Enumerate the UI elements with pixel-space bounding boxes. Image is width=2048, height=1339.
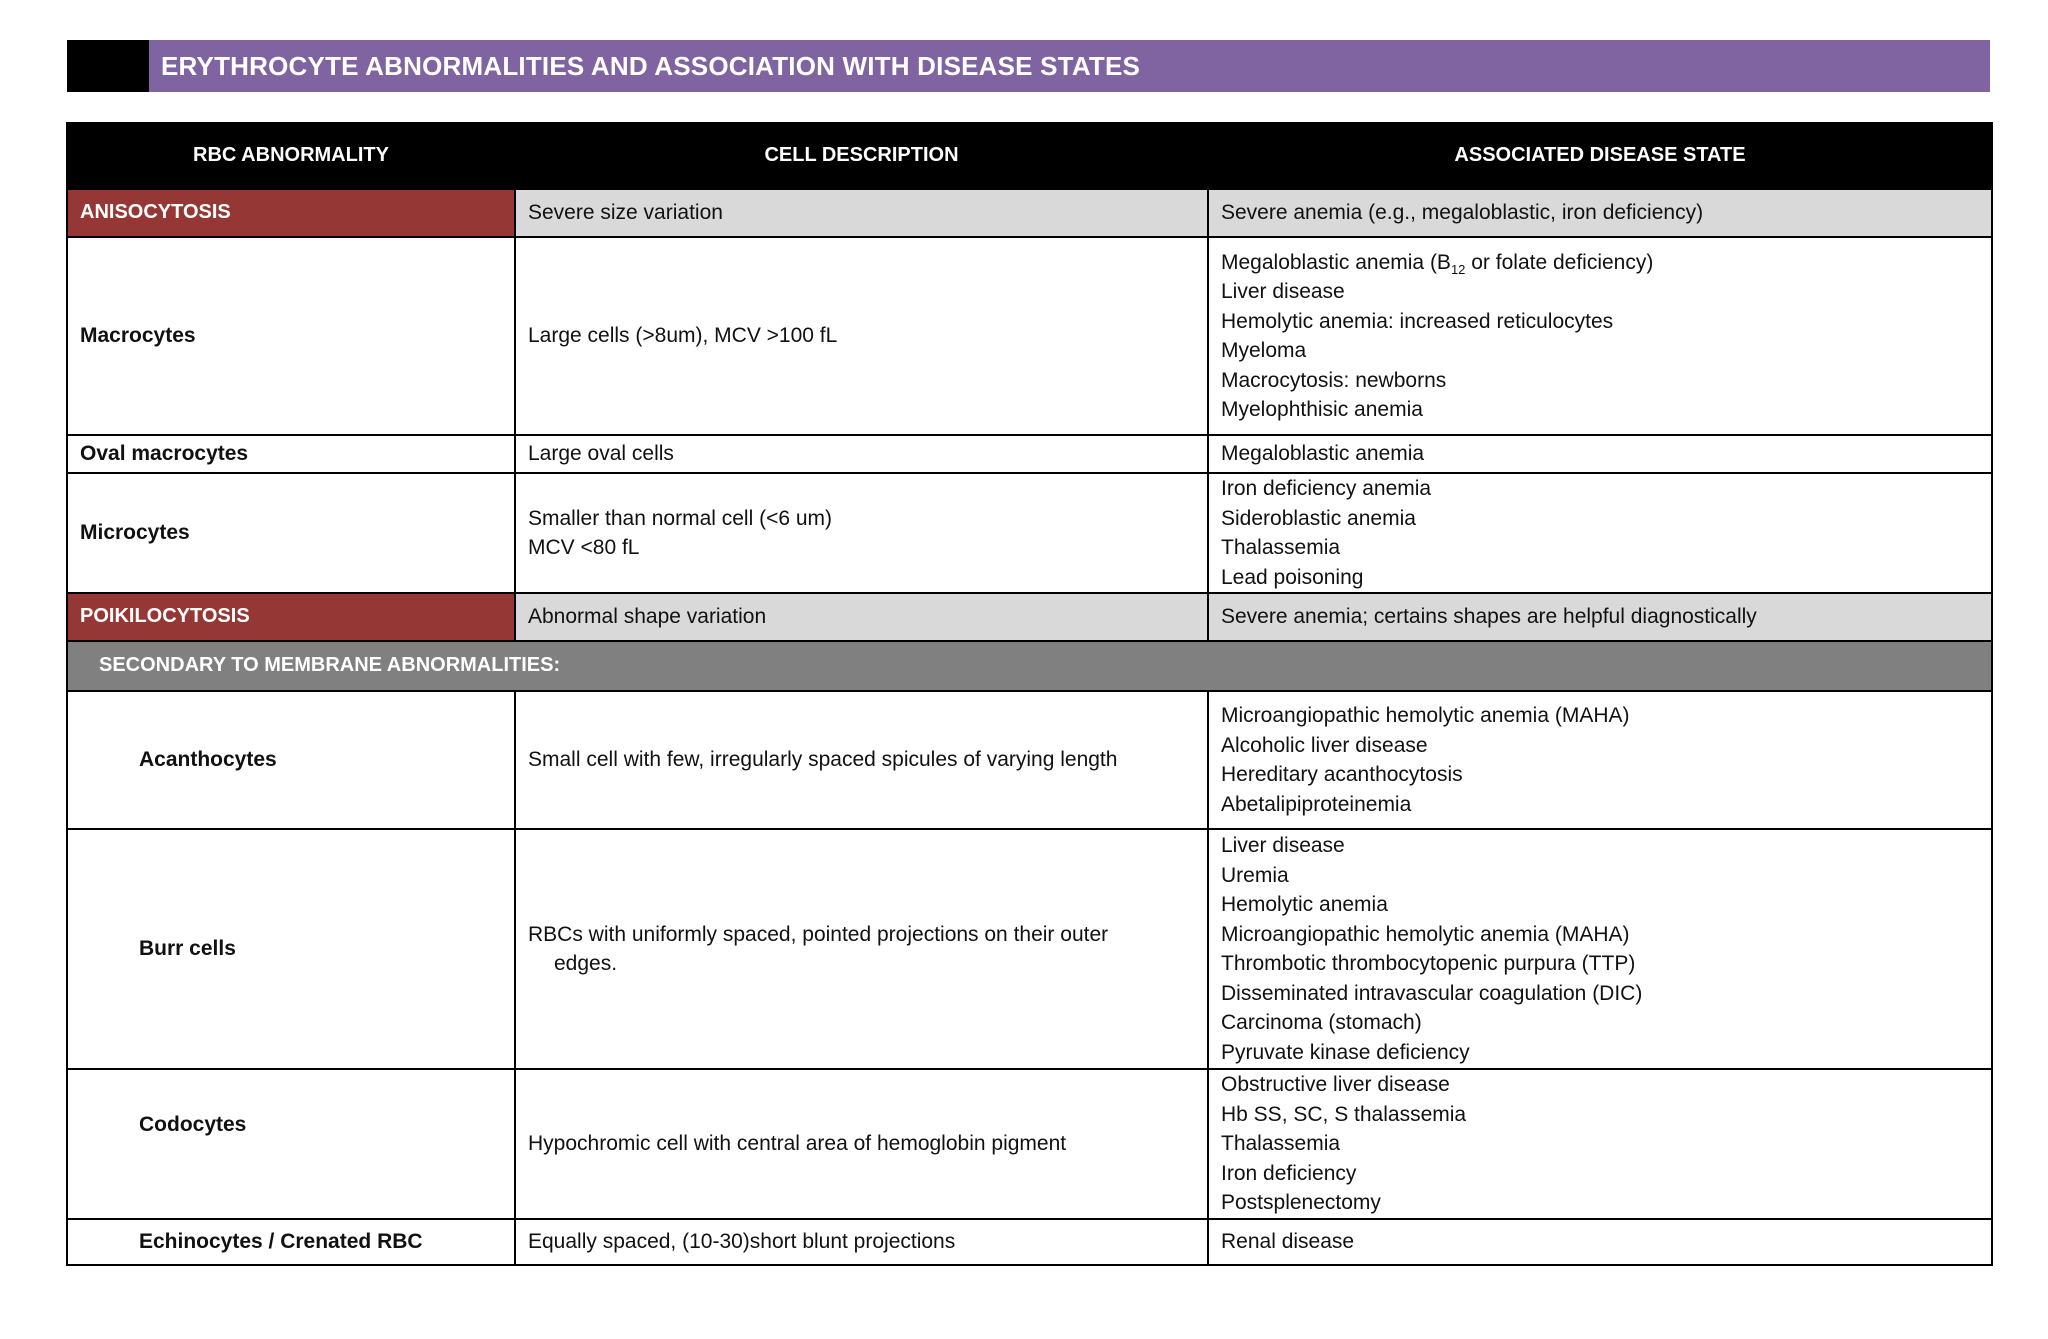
disease-item: Lead poisoning — [1221, 565, 1364, 589]
disease-item: Disseminated intravascular coagulation (DIC) — [1221, 981, 1643, 1005]
disease-item: Macrocytosis: newborns — [1221, 368, 1447, 392]
disease-item: Hb SS, SC, S thalassemia — [1221, 1102, 1467, 1126]
disease-item: Uremia — [1221, 863, 1289, 887]
cell-description: Hypochromic cell with central area of hemoglobin pigment — [515, 1069, 1208, 1219]
disease-state-list — [1208, 1069, 1992, 1219]
page-title: ERYTHROCYTE ABNORMALITIES AND ASSOCIATION WITH DISEASE STATES — [149, 40, 1990, 92]
disease-state-list — [1208, 691, 1992, 829]
table-row-echinocytes — [67, 1219, 1992, 1265]
header-associated-disease-state: ASSOCIATED DISEASE STATE — [1208, 123, 1992, 189]
title-black-block — [67, 40, 149, 92]
disease-item: Carcinoma (stomach) — [1221, 1011, 1422, 1034]
cell-description: Severe size variation — [515, 189, 1208, 237]
table-row-microcytes — [67, 473, 1992, 593]
table-row-membrane-heading — [67, 641, 1992, 691]
cell-description: Abnormal shape variation — [515, 593, 1208, 641]
abnormality-name: Echinocytes / Crenated RBC — [67, 1219, 515, 1265]
table-row-anisocytosis — [67, 189, 1992, 237]
disease-item: Alcoholic liver disease — [1221, 733, 1428, 757]
table-row-macrocytes — [67, 237, 1992, 435]
disease-item: Microangiopathic hemolytic anemia (MAHA) — [1221, 704, 1630, 727]
table-header-row — [67, 123, 1992, 189]
disease-item: Pyruvate kinase deficiency — [1221, 1040, 1470, 1064]
disease-state-list — [1208, 237, 1992, 435]
header-cell-description: CELL DESCRIPTION — [515, 123, 1208, 189]
abnormality-name: Microcytes — [67, 473, 515, 593]
disease-item: Megaloblastic anemia ($B_{12}$ or folate deficiency) — [1221, 250, 1654, 277]
disease-item: Thrombotic thrombocytopenic purpura (TTP) — [1221, 952, 1636, 975]
disease-item: Hereditary acanthocytosis — [1221, 763, 1463, 786]
table-row-burr-cells — [67, 829, 1992, 1069]
cell-description: Large oval cells — [515, 435, 1208, 473]
cell-description: Smaller than normal cell (<6 um) MCV <80 fL — [515, 473, 1208, 593]
table-row-oval-macrocytes — [67, 435, 1992, 473]
table-row-poikilocytosis — [67, 593, 1992, 641]
disease-item: Thalassemia — [1221, 536, 1341, 559]
header-rbc-abnormality: RBC ABNORMALITY — [67, 123, 515, 189]
disease-state-list — [1208, 829, 1992, 1069]
disease-item: Liver disease — [1221, 280, 1345, 303]
subheading-membrane-abnormalities: SECONDARY TO MEMBRANE ABNORMALITIES: — [67, 641, 1992, 691]
cell-description: Equally spaced, (10-30)short blunt projections — [515, 1219, 1208, 1265]
cell-description: Small cell with few, irregularly spaced spicules of varying length — [515, 691, 1208, 829]
abnormality-name: Codocytes — [67, 1069, 515, 1219]
section-name-poikilocytosis: POIKILOCYTOSIS — [67, 593, 515, 641]
table-row-codocytes — [67, 1069, 1992, 1219]
disease-item: Myeloma — [1221, 339, 1307, 362]
cell-description: RBCs with uniformly spaced, pointed projections on their outer edges. — [515, 829, 1208, 1069]
disease-item: Hemolytic anemia — [1221, 893, 1388, 916]
abnormality-name: Oval macrocytes — [67, 435, 515, 473]
disease-state: Megaloblastic anemia — [1208, 435, 1992, 473]
disease-item: Myelophthisic anemia — [1221, 398, 1423, 421]
disease-state: Severe anemia; certains shapes are helpful diagnostically — [1208, 593, 1992, 641]
cell-description: Large cells (>8um), MCV >100 fL — [515, 237, 1208, 435]
section-name-anisocytosis: ANISOCYTOSIS — [67, 189, 515, 237]
table-row-acanthocytes — [67, 691, 1992, 829]
abnormality-name: Burr cells — [67, 829, 515, 1069]
disease-state-list — [1208, 473, 1992, 593]
erythrocyte-abnormalities-table — [66, 122, 1993, 1266]
disease-item: Iron deficiency — [1221, 1161, 1357, 1185]
disease-item: Obstructive liver disease — [1221, 1073, 1450, 1096]
disease-item: Iron deficiency anemia — [1221, 477, 1432, 500]
disease-item: Postsplenectomy — [1221, 1191, 1381, 1214]
abnormality-name: Macrocytes — [67, 237, 515, 435]
disease-item: Liver disease — [1221, 834, 1345, 857]
disease-state: Renal disease — [1208, 1219, 1992, 1265]
title-bar — [67, 40, 1990, 92]
disease-item: Microangiopathic hemolytic anemia (MAHA) — [1221, 922, 1630, 946]
disease-item: Thalassemia — [1221, 1132, 1341, 1155]
disease-item: Hemolytic anemia: increased reticulocytes — [1221, 309, 1614, 333]
abnormality-name: Acanthocytes — [67, 691, 515, 829]
disease-item: Sideroblastic anemia — [1221, 506, 1416, 530]
disease-item: Abetalipiproteinemia — [1221, 792, 1412, 816]
disease-state: Severe anemia (e.g., megaloblastic, iron deficiency) — [1208, 189, 1992, 237]
